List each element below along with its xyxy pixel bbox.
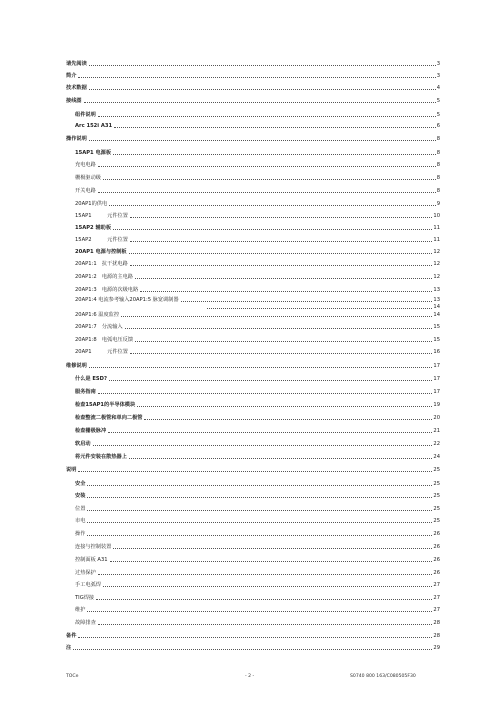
toc-entry-label: 检查整流二极管和单向二极管 xyxy=(75,415,143,421)
toc-leader-dots xyxy=(89,65,436,66)
toc-entry[interactable] xyxy=(66,592,440,601)
toc-entry-label: 安装 xyxy=(75,493,86,499)
toc-leader-dots xyxy=(113,548,432,549)
toc-entry[interactable] xyxy=(66,222,440,231)
toc-entry-page: 25 xyxy=(433,518,440,524)
toc-entry-page: 12 xyxy=(433,249,440,255)
toc-entry-label: 将元件安装在散热器上 xyxy=(75,454,127,460)
toc-entry-page: 9 xyxy=(436,201,440,207)
toc-entry-page: 10 xyxy=(433,213,440,219)
toc-leader-dots xyxy=(87,535,432,536)
toc-leader-dots xyxy=(89,89,436,90)
toc-entry-page: 15 xyxy=(433,337,440,343)
toc-entry-label: 开关电路 xyxy=(75,188,96,194)
toc-entry[interactable] xyxy=(66,185,440,194)
toc-entry[interactable] xyxy=(66,373,440,382)
toc-entry-page: 8 xyxy=(436,162,440,168)
toc-leader-dots xyxy=(135,278,432,279)
toc-entry-label: 20AP1:1 抗干扰电路 xyxy=(75,261,128,267)
toc-leader-dots xyxy=(109,205,436,206)
toc-leader-dots xyxy=(73,649,432,650)
toc-entry-page: 3 xyxy=(436,73,440,79)
toc-entry[interactable] xyxy=(66,451,440,460)
toc-leader-dots xyxy=(125,328,433,329)
toc-entry-label: 20AP1 元件位置 xyxy=(75,349,128,355)
toc-entry-page: 26 xyxy=(433,544,440,550)
toc-entry-page: 4 xyxy=(436,85,440,91)
toc-entry-page: 17 xyxy=(433,376,440,382)
toc-leader-dots xyxy=(140,291,432,292)
toc-entry[interactable] xyxy=(66,425,440,434)
toc-leader-dots xyxy=(113,229,432,230)
toc-leader-dots xyxy=(87,510,432,511)
toc-entry[interactable] xyxy=(66,210,440,219)
footer-left: TOCe xyxy=(66,674,79,679)
toc-entry-page: 27 xyxy=(433,582,440,588)
toc-entry-page: 12 xyxy=(433,261,440,267)
toc-entry[interactable] xyxy=(66,271,440,280)
toc-entry[interactable] xyxy=(66,528,440,537)
toc-leader-dots xyxy=(84,102,436,103)
toc-entry[interactable] xyxy=(66,579,440,588)
toc-entry[interactable] xyxy=(66,386,440,395)
toc-entry-page: 27 xyxy=(433,595,440,601)
toc-entry-label: 连接与控制装置 xyxy=(75,544,112,550)
toc-leader-dots xyxy=(89,140,436,141)
toc-entry-label: 20AP1:6 温度监控 xyxy=(75,312,120,318)
toc-entry-page: 5 xyxy=(436,112,440,118)
toc-entry-label: 备件 xyxy=(66,633,77,639)
toc-entry-label: 20AP1的供电 xyxy=(75,201,108,207)
toc-leader-dots xyxy=(87,497,432,498)
toc-entry[interactable] xyxy=(66,70,440,79)
toc-entry[interactable] xyxy=(66,159,440,168)
toc-entry-page: 26 xyxy=(433,557,440,563)
toc-entry-page: 13 xyxy=(433,287,440,293)
toc-entry-label: 检查栅极脉冲 xyxy=(75,428,107,434)
toc-entry-label: 软启动 xyxy=(75,441,91,447)
toc-leader-dots xyxy=(103,586,432,587)
toc-entry[interactable] xyxy=(66,258,440,267)
toc-entry[interactable] xyxy=(66,554,440,563)
toc-leader-dots xyxy=(98,166,436,167)
toc-entry[interactable] xyxy=(66,95,440,104)
toc-entry-page: 25 xyxy=(433,506,440,512)
toc-leader-dots xyxy=(109,380,432,381)
toc-entry-page: 25 xyxy=(433,467,440,473)
toc-entry-label: 20AP1:8 电弧电压反馈 xyxy=(75,337,133,343)
toc-entry-label: 市电 xyxy=(75,518,86,524)
toc-entry-page: 14 xyxy=(433,304,440,310)
toc-entry[interactable] xyxy=(66,642,440,651)
toc-entry[interactable] xyxy=(66,109,440,118)
toc-entry[interactable] xyxy=(66,321,440,330)
toc-entry-label: 注 xyxy=(66,645,72,651)
toc-entry-page: 26 xyxy=(433,570,440,576)
toc-entry[interactable] xyxy=(66,438,440,447)
toc-entry-page: 29 xyxy=(433,645,440,651)
toc-entry-label: 请先阅读 xyxy=(66,61,87,67)
toc-leader-dots xyxy=(78,637,432,638)
toc-leader-dots xyxy=(98,116,436,117)
toc-leader-dots xyxy=(130,265,433,266)
toc-entry-page: 17 xyxy=(433,389,440,395)
toc-entry-label: 操作说明 xyxy=(66,136,87,142)
toc-entry-page: 25 xyxy=(433,481,440,487)
toc-entry-page: 27 xyxy=(433,607,440,613)
toc-leader-dots xyxy=(89,367,433,368)
toc-leader-dots xyxy=(121,316,432,317)
toc-entry-page: 8 xyxy=(436,188,440,194)
toc-entry[interactable] xyxy=(66,604,440,613)
toc-entry-page: 19 xyxy=(433,402,440,408)
toc-entry-page: 28 xyxy=(433,633,440,639)
toc-entry-page: 25 xyxy=(433,493,440,499)
toc-entry[interactable] xyxy=(66,172,440,181)
toc-entry-label: 什么是 ESD? xyxy=(75,376,107,382)
toc-entry-label: 手工电弧焊 xyxy=(75,582,101,588)
toc-entry-label: 说明 xyxy=(66,467,77,473)
toc-entry[interactable] xyxy=(66,478,440,487)
toc-entry-label: 15AP2 辅助板 xyxy=(75,225,112,231)
toc-leader-dots xyxy=(98,574,433,575)
toc-entry[interactable] xyxy=(66,309,440,318)
toc-leader-dots xyxy=(87,485,432,486)
toc-leader-dots xyxy=(114,127,436,128)
toc-leader-dots xyxy=(96,599,432,600)
toc-entry-page: 28 xyxy=(433,620,440,626)
toc-leader-dots xyxy=(135,341,432,342)
toc-leader-dots xyxy=(98,624,433,625)
toc-entry[interactable] xyxy=(66,246,440,255)
page-number: - 2 - xyxy=(245,674,255,679)
toc-entry-page: 13 xyxy=(433,297,440,303)
toc-leader-dots xyxy=(78,471,432,472)
toc-entry-label: 组件说明 xyxy=(75,112,96,118)
toc-entry-label: 15AP1 电源板 xyxy=(75,150,112,156)
toc-entry-label: 20AP1:3 电源的次级电路 xyxy=(75,287,139,293)
toc-leader-dots xyxy=(108,432,432,433)
toc-leader-dots xyxy=(103,179,436,180)
toc-entry-label: Arc 152i A31 xyxy=(75,123,113,129)
toc-leader-dots xyxy=(130,241,432,242)
toc-entry-label: 20AP1:7 分流输入 xyxy=(75,324,123,330)
toc-entry-page: 22 xyxy=(433,441,440,447)
toc-entry-page: 8 xyxy=(436,150,440,156)
toc-entry-label: 20AP1:4 电流参考输入20AP1:5 脉宽调制器 xyxy=(75,297,179,303)
toc-entry-label: 服务指南 xyxy=(75,389,96,395)
toc-entry-page: 26 xyxy=(433,531,440,537)
toc-entry[interactable] xyxy=(66,503,440,512)
toc-entry-label: 维护 xyxy=(75,607,86,613)
toc-entry-page: 3 xyxy=(436,61,440,67)
toc-entry-label: 20AP1 电源与控制板 xyxy=(75,249,127,255)
toc-leader-dots xyxy=(87,611,432,612)
toc-leader-dots xyxy=(129,253,433,254)
toc-entry[interactable] xyxy=(66,284,440,293)
toc-leader-dots xyxy=(98,393,433,394)
toc-entry-page: 12 xyxy=(433,274,440,280)
toc-entry[interactable] xyxy=(66,464,440,473)
toc-entry-label: 过热保护 xyxy=(75,570,96,576)
toc-entry-page: 8 xyxy=(436,175,440,181)
toc-entry[interactable] xyxy=(66,630,440,639)
toc-entry-page: 17 xyxy=(433,363,440,369)
toc-entry-page: 11 xyxy=(433,225,440,231)
toc-entry-page: 6 xyxy=(436,123,440,129)
toc-leader-dots xyxy=(110,561,433,562)
toc-entry[interactable] xyxy=(66,360,440,369)
toc-entry[interactable] xyxy=(66,120,440,129)
toc-entry-label: 技术数据 xyxy=(66,85,87,91)
toc-entry[interactable] xyxy=(66,567,440,576)
toc-leader-dots xyxy=(129,458,433,459)
toc-leader-dots xyxy=(78,77,435,78)
toc-leader-dots xyxy=(113,154,436,155)
toc-leader-dots xyxy=(137,406,432,407)
toc-leader-dots xyxy=(130,353,432,354)
footer-right: S0740 800 163/C080505F30 xyxy=(350,674,416,679)
toc-entry-label: 15AP2 元件位置 xyxy=(75,237,128,243)
toc-leader-dots xyxy=(144,419,432,420)
toc-entry-page: 20 xyxy=(433,415,440,421)
toc-entry[interactable] xyxy=(66,617,440,626)
toc-entry[interactable] xyxy=(66,541,440,550)
toc-entry-label: 栅极驱动级 xyxy=(75,175,101,181)
toc-entry-label: 检查15AP1的半导体模块 xyxy=(75,402,136,408)
toc-entry-label: 15AP1 元件位置 xyxy=(75,213,128,219)
toc-entry-page: 15 xyxy=(433,324,440,330)
toc-entry-page: 21 xyxy=(433,428,440,434)
toc-leader-dots xyxy=(98,192,436,193)
toc-entry-label: 维修说明 xyxy=(66,363,87,369)
toc-entry-page: 8 xyxy=(436,136,440,142)
toc-leader-dots xyxy=(130,217,432,218)
toc-entry[interactable] xyxy=(66,58,440,67)
toc-leader-dots xyxy=(93,445,433,446)
toc-entry[interactable] xyxy=(66,515,440,524)
toc-leader-dots xyxy=(87,522,432,523)
toc-entry-label: 控制面板 A31 xyxy=(75,557,108,563)
toc-entry-label: 简介 xyxy=(66,73,77,79)
toc-entry[interactable] xyxy=(66,133,440,142)
toc-entry-page: 16 xyxy=(433,349,440,355)
toc-entry-label: 安全 xyxy=(75,481,86,487)
toc-entry[interactable] xyxy=(66,82,440,91)
toc-entry[interactable] xyxy=(66,412,440,421)
toc-entry[interactable] xyxy=(66,198,440,207)
toc-entry[interactable] xyxy=(66,147,440,156)
toc-entry-page: 5 xyxy=(436,98,440,104)
toc-entry-label: 接线图 xyxy=(66,98,82,104)
toc-entry[interactable] xyxy=(66,334,440,343)
toc-entry-label: 故障排查 xyxy=(75,620,96,626)
toc-entry-page: 24 xyxy=(433,454,440,460)
toc-entry[interactable] xyxy=(66,490,440,499)
toc-entry-label: 操作 xyxy=(75,531,86,537)
toc-entry-label: TIG焊接 xyxy=(75,595,95,601)
toc-entry[interactable] xyxy=(66,346,440,355)
toc-entry-label: 20AP1:2 电源的主电路 xyxy=(75,274,133,280)
toc-entry-label: 位置 xyxy=(75,506,86,512)
toc-entry-label: 充电电路 xyxy=(75,162,96,168)
toc-entry-page: 14 xyxy=(433,312,440,318)
toc-entry[interactable] xyxy=(66,234,440,243)
toc-entry-page: 11 xyxy=(433,237,440,243)
toc-entry[interactable] xyxy=(66,399,440,408)
